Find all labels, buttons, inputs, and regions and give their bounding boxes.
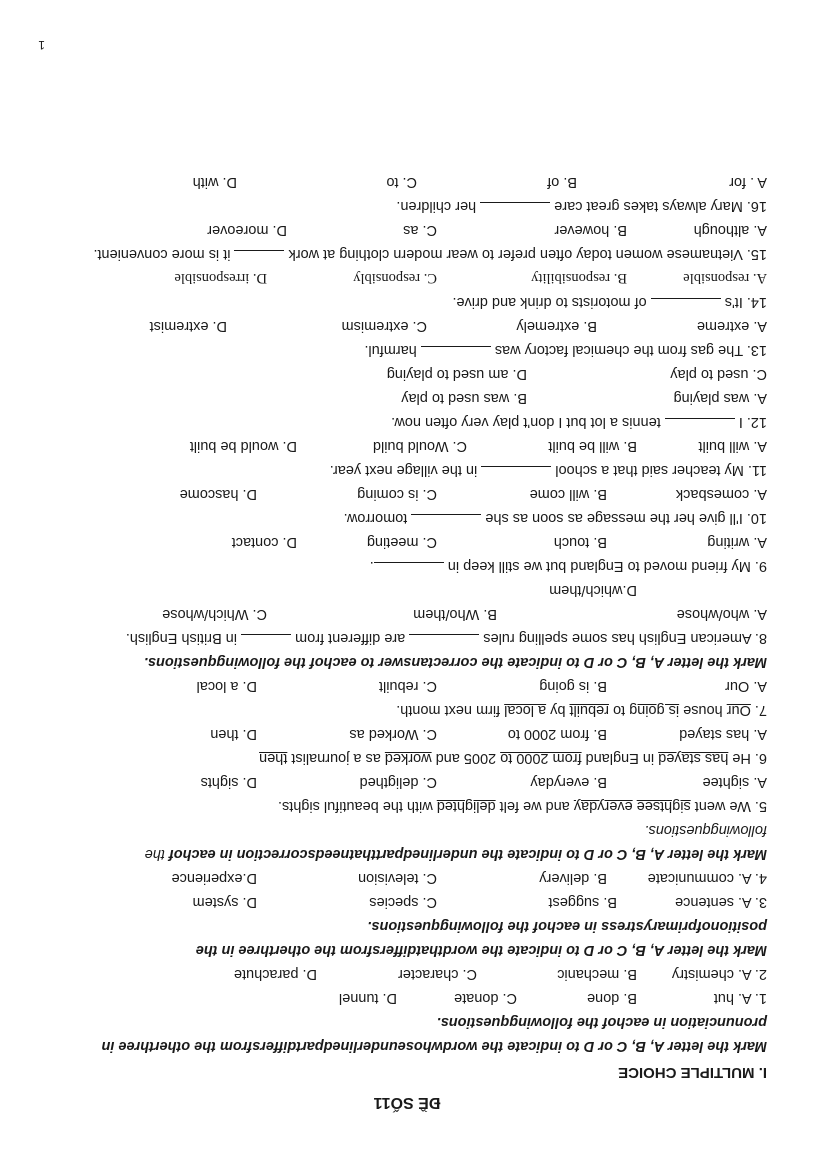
q2-option-b: B. mechanic	[557, 966, 637, 982]
q10-text: tomorrow.	[343, 510, 408, 526]
q4-option-d: D.experience	[171, 870, 257, 886]
q8-option-d: D.which/them	[549, 582, 637, 598]
q12-option-d: D. am used to playing	[386, 366, 527, 382]
q10-option-b: B. will come	[529, 486, 607, 502]
q3-option-c: C. species	[369, 894, 437, 910]
q5-text: and we felt	[495, 798, 574, 814]
question-2	[47, 962, 767, 986]
q6-underlined-d: then	[259, 750, 288, 766]
q1-option-a: 1. A. hut	[713, 990, 767, 1006]
q7-option-a: A. Our	[725, 678, 767, 694]
question-13-options	[47, 314, 767, 338]
q6-option-b: B. from 2000 to	[507, 726, 607, 742]
question-7	[47, 698, 767, 722]
question-10	[47, 506, 767, 530]
q12-text: tennis a lot but I don't play very often now.	[391, 414, 661, 430]
question-16	[47, 194, 767, 218]
q7-underlined-c: rebuilt	[569, 702, 609, 718]
q2-option-a: 2. A. chemistry	[671, 966, 767, 982]
question-8-options	[47, 602, 767, 626]
q14-option-c: C. responsibly	[353, 270, 437, 286]
q2-option-c: C. character	[398, 966, 477, 982]
q16-option-a: A . for	[729, 174, 767, 190]
q9-text: 9. My friend moved to England but we still keep in	[447, 558, 767, 574]
question-9-options	[47, 530, 767, 554]
instruction-stress: Mark the letter A, B, C or D to indicate the wordthatdiffersfrom the otherthree in the positionofprimarystress in eachof the followingquestions.	[195, 918, 767, 958]
q6-option-c: C. Worked as	[349, 726, 437, 742]
q7-option-c: C. rebuilt	[378, 678, 437, 694]
question-12-options	[47, 386, 767, 410]
q6-underlined-a: has stayed	[658, 750, 729, 766]
q10-blank	[411, 514, 481, 529]
q9-option-d: D. contact	[231, 534, 297, 550]
q8-blank	[409, 634, 479, 649]
q5-text: 5. We went	[690, 798, 767, 814]
q12-option-c: C. used to play	[670, 366, 767, 382]
q13-text: harmful.	[364, 342, 417, 358]
instruction-correct-answer: Mark the letter A, B, C or D to indicate the correctanswer to eachof the followingquestions.	[143, 654, 767, 670]
q9-option-a: A. writing	[707, 534, 767, 550]
q6-text: in England	[581, 750, 659, 766]
q15-text: 15. Vietnamese women today often prefer to wear modern clothing at work	[288, 246, 767, 262]
q10-option-a: A. comesback	[675, 486, 767, 502]
q8-text: in British English.	[125, 630, 238, 646]
q5-underlined-b: everyday	[573, 798, 633, 814]
q16-option-b: B. of	[547, 174, 577, 190]
page-title: ĐỀ SỐ11	[373, 1094, 441, 1111]
q5-option-d: D. sights	[200, 774, 257, 790]
question-15	[47, 242, 767, 266]
q14-option-b: B. responsibility	[531, 270, 627, 286]
q7-option-d: D. a local	[196, 678, 257, 694]
question-8-options-2	[47, 578, 767, 602]
q9-option-c: C. meeting	[366, 534, 437, 550]
q4-option-a: 4. A. communicate	[647, 870, 767, 886]
q15-option-b: B. however	[554, 222, 627, 238]
q9-text: .	[369, 558, 374, 574]
q15-option-d: D. moreover	[207, 222, 287, 238]
section-heading: I. MULTIPLE CHOICE	[618, 1064, 767, 1081]
page-number: 1	[38, 38, 45, 52]
q1-option-d: D. tunnel	[338, 990, 397, 1006]
q2-option-d: D. parachute	[233, 966, 317, 982]
q16-option-c: C. to	[386, 174, 417, 190]
exam-content	[47, 170, 767, 1111]
q5-underlined-a: sightsee	[636, 798, 691, 814]
q16-text: her children.	[396, 198, 477, 214]
q14-blank	[651, 298, 721, 313]
q13-option-a: A. extreme	[696, 318, 767, 334]
q3-option-b: B. suggest	[548, 894, 617, 910]
q5-text	[633, 798, 637, 814]
q11-option-c: C. Would build	[372, 438, 467, 454]
question-5	[47, 794, 767, 818]
q16-text: 16. Mary always takes great care	[554, 198, 767, 214]
q6-text: 2005 and	[431, 750, 501, 766]
q7-underlined-d: a local	[504, 702, 547, 718]
q8-option-a: A. who/whose	[676, 606, 767, 622]
q7-underlined-a: Our	[726, 702, 751, 718]
question-12-options-2	[47, 362, 767, 386]
question-6-options	[47, 722, 767, 746]
q15-option-c: C. as	[403, 222, 437, 238]
question-7-options	[47, 674, 767, 698]
q7-text: firm next month.	[396, 702, 505, 718]
q10-option-c: C. is coming	[357, 486, 437, 502]
question-4	[47, 866, 767, 890]
q9-blank	[374, 562, 444, 577]
question-9	[47, 554, 767, 578]
question-3	[47, 890, 767, 914]
q1-option-c: C. donate	[454, 990, 517, 1006]
q11-text: 11. My teacher said that a school	[555, 462, 767, 478]
q12-option-b: B. was used to play	[401, 390, 527, 406]
q12-text: 12. I	[738, 414, 767, 430]
q6-text: 6. He	[728, 750, 767, 766]
q5-underlined-c: delighted	[436, 798, 496, 814]
q8-option-c: C. Which/whose	[162, 606, 267, 622]
q5-option-c: C. deligthed	[359, 774, 437, 790]
q10-option-d: D. hascome	[179, 486, 257, 502]
q15-blank	[234, 250, 284, 265]
q11-option-d: D. would be built	[189, 438, 297, 454]
q1-option-b: B. done	[587, 990, 637, 1006]
q6-text: as a journalist	[287, 750, 385, 766]
q7-text: by	[546, 702, 570, 718]
q15-text: it is more convenient.	[93, 246, 231, 262]
q8-option-b: B. Who/them	[413, 606, 497, 622]
question-5-options	[47, 770, 767, 794]
q13-option-c: C. extremism	[341, 318, 427, 334]
question-14-options	[47, 266, 767, 290]
q7-text: 7.	[750, 702, 767, 718]
q8-text: 8. American English has some spelling rules	[483, 630, 767, 646]
q15-option-a: A. although	[693, 222, 767, 238]
q16-blank	[480, 202, 550, 217]
q6-underlined-b: from 2000 to	[500, 750, 582, 766]
q5-option-a: A. sightee	[702, 774, 767, 790]
q14-option-a: A. responsible	[683, 270, 767, 286]
q5-option-b: B. everyday	[530, 774, 607, 790]
q13-blank	[421, 346, 491, 361]
q4-option-b: B. delivery	[539, 870, 607, 886]
q7-text: house	[679, 702, 727, 718]
q11-option-a: A. will built	[698, 438, 767, 454]
q16-option-d: D. with	[192, 174, 237, 190]
q8-blank	[241, 634, 291, 649]
q13-option-b: B. extremely	[516, 318, 597, 334]
q14-option-d: D. irresponsible	[174, 270, 267, 286]
q14-text: 14. It's	[724, 294, 767, 310]
q10-text: 10. I'll give her the message as soon as she	[485, 510, 767, 526]
q14-text: of motorists to drink and drive.	[452, 294, 647, 310]
instruction-correction-plain: the followingquestions.	[144, 822, 767, 862]
q11-text: in the village next year.	[329, 462, 478, 478]
q13-text: 13. The gas from the chemical factory was	[494, 342, 767, 358]
question-10-options	[47, 482, 767, 506]
question-8	[47, 626, 767, 650]
question-12	[47, 410, 767, 434]
question-11	[47, 458, 767, 482]
q6-underlined-c: worked	[384, 750, 432, 766]
instruction-correction-bold: Mark the letter A, B, C or D to indicate the underlinedpartthatneedscorrection in eachof	[168, 846, 767, 862]
q8-text: are different from	[295, 630, 406, 646]
q6-option-d: D. then	[210, 726, 257, 742]
q7-underlined-b: is going	[629, 702, 680, 718]
instruction-correction	[47, 818, 767, 866]
question-13	[47, 338, 767, 362]
q11-blank	[481, 466, 551, 481]
q9-option-b: B. touch	[553, 534, 607, 550]
q4-option-c: C. television	[358, 870, 437, 886]
q7-option-b: B. is going	[539, 678, 607, 694]
q6-option-a: A. has stayed	[679, 726, 767, 742]
q12-blank	[665, 418, 735, 433]
question-6	[47, 746, 767, 770]
question-14	[47, 290, 767, 314]
q7-text: to	[608, 702, 630, 718]
instruction-pronunciation: Mark the letter A, B, C or D to indicate the wordwhoseunderlinedpartdiffersfrom the otherthree in pronunciation in eachof the followingquestions.	[101, 1014, 767, 1054]
q13-option-d: D. extremist	[149, 318, 227, 334]
q5-text: with the beautiful sights.	[277, 798, 437, 814]
question-1	[47, 986, 767, 1010]
question-16-options	[47, 170, 767, 194]
q12-option-a: A. was playing	[673, 390, 767, 406]
question-15-options	[47, 218, 767, 242]
q3-option-a: 3. A. sentence	[675, 894, 767, 910]
question-11-options	[47, 434, 767, 458]
q11-option-b: B. will be built	[548, 438, 637, 454]
q3-option-d: D. system	[192, 894, 257, 910]
